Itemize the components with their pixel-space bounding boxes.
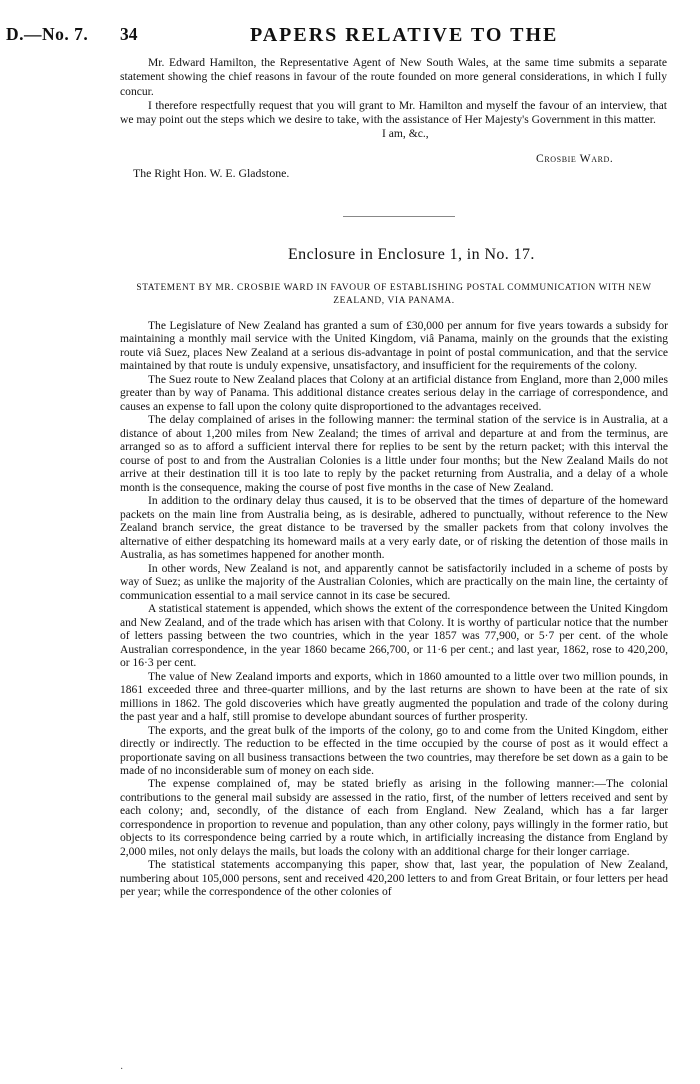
body-paragraph: The exports, and the great bulk of the imports of the colony, go to and come from the United Kingdom, either directly or indirectly. The reduction to be effected in the time occupied by the course of post as it would effect a proportionate saving on all business transactions between the two countries, may therefore be set down as a gain to be made of no inconsiderable sum of money on each side. [120, 724, 668, 777]
letter-paragraph: I therefore respectfully request that you will grant to Mr. Hamilton and myself the favour of an interview, that we may point out the steps which we desire to take, with the assistance of Her Majesty's Government in this matter. [120, 98, 667, 127]
body-paragraph: The Legislature of New Zealand has granted a sum of £30,000 per annum for five years towards a subsidy for maintaining a monthly mail service with the United Kingdom, viâ Panama, mainly on the grounds that the existing route viâ Suez, places New Zealand at a serious dis-advantage in point of postal communication, and that the service maintained by that route is unduly expensive, unsatisfactory, and insufficient for the requirements of the colony. [120, 320, 668, 373]
body-paragraph: The statistical statements accompanying this paper, show that, last year, the population of New Zealand, numbering about 105,000 persons, sent and received 420,200 letters to and from Great Britain, or four letters per head per year; while the correspondence of the other colonies of [120, 859, 668, 899]
body-paragraph: The Suez route to New Zealand places that Colony at an artificial distance from England, more than 2,000 miles greater than by way of Panama. This additional distance creates serious delay in the carriage of correspondence, and causes an expense to fall upon the colony quite disproportioned to the advantages received. [120, 373, 668, 413]
letter-paragraph: Mr. Edward Hamilton, the Representative Agent of New South Wales, at the same time submits a separate statement showing the chief reasons in favour of the route founded on more general considerations, in which I fully concur. [120, 56, 667, 98]
addressee: The Right Hon. W. E. Gladstone. [133, 166, 290, 180]
letter-closing: I am, &c., [382, 127, 429, 141]
section-divider [343, 216, 455, 217]
body-paragraph: A statistical statement is appended, which shows the extent of the correspondence between the United Kingdom and New Zealand, and of the trade which has arisen with that Colony. It is worthy of particular notice that the number of letters passing between the two countries, which in the year 1857 was 77,900, or 5·7 per cent. of the whole Australian correspondence, in the year 1860 became 266,700, or 11·6 per cent.; and last year, 1862, rose to 420,200, or 16·3 per cent. [120, 603, 668, 670]
running-title: PAPERS RELATIVE TO THE [250, 24, 559, 46]
footer-mark: · [120, 1064, 124, 1075]
page-header [0, 24, 700, 48]
letter-body [120, 56, 667, 142]
body-paragraph: In other words, New Zealand is not, and apparently cannot be satisfactorily included in a scheme of posts by way of Suez; as unlike the majority of the Australian Colonies, which are practically on the main line, the certainty of communication essential to a mail service cannot in its case be secured. [120, 562, 668, 602]
body-paragraph: The delay complained of arises in the following manner: the terminal station of the service is in Australia, at a distance of about 1,200 miles from New Zealand; the times of arrival and departure at and from the terminus, are arranged so as to afford a sufficient interval there for replies to be sent by the return packet; with this interval the course of post to and from the Australian Colonies is a little under four months; but the New Zealand Mails do not arrive at their destination till it is too late to reply by the packet returning from Australia, and a delay of a whole month is the consequence, making the course of post five months in the case of New Zealand. [120, 414, 668, 494]
page-number: 34 [120, 24, 138, 44]
enclosure-heading: Enclosure in Enclosure 1, in No. 17. [288, 246, 535, 263]
body-paragraph: The value of New Zealand imports and exports, which in 1860 amounted to a little over two million pounds, in 1861 exceeded three and three-quarter millions, and by the last returns are shown to have been at the rate of six millions in 1862. The gold discoveries which have greatly augmented the population and trade of the colony during the past year and a half, still promise to develope abundant sources of further prosperity. [120, 670, 668, 724]
signature: Crosbie Ward. [536, 152, 614, 165]
statement-title: STATEMENT BY MR. CROSBIE WARD IN FAVOUR OF ESTABLISHING POSTAL COMMUNICATION WITH NEW ZEALAND, VIA PANAMA. [136, 283, 652, 306]
document-id: D.—No. 7. [6, 24, 89, 44]
body-paragraph: The expense complained of, may be stated briefly as arising in the following manner:—The colonial contributions to the general mail subsidy are assessed in the ratio, first, of the number of letters received and sent by each colony; and, secondly, of the distance of each from England. New Zealand, which has a far larger correspondence in proportion to revenue and population, than any other colony, pays willingly in the former ratio, but objects to its correspondence being carried by a route which, in artificially increasing the distance from England by 2,000 miles, not only delays the mails, but loads the colony with an additional charge for their longer carriage. [120, 778, 668, 858]
statement-body [120, 320, 668, 900]
body-paragraph: In addition to the ordinary delay thus caused, it is to be observed that the times of departure of the homeward packets on the main line from Australia being, as is desirable, adhered to punctually, without reference to the New Zealand branch service, the great distance to be traversed by the smaller packets from that colony involves the alternative of either despatching its homeward mails at a very early date, or of risking the detention of those mails in Australia, as has sometimes happened for another month. [120, 495, 668, 562]
